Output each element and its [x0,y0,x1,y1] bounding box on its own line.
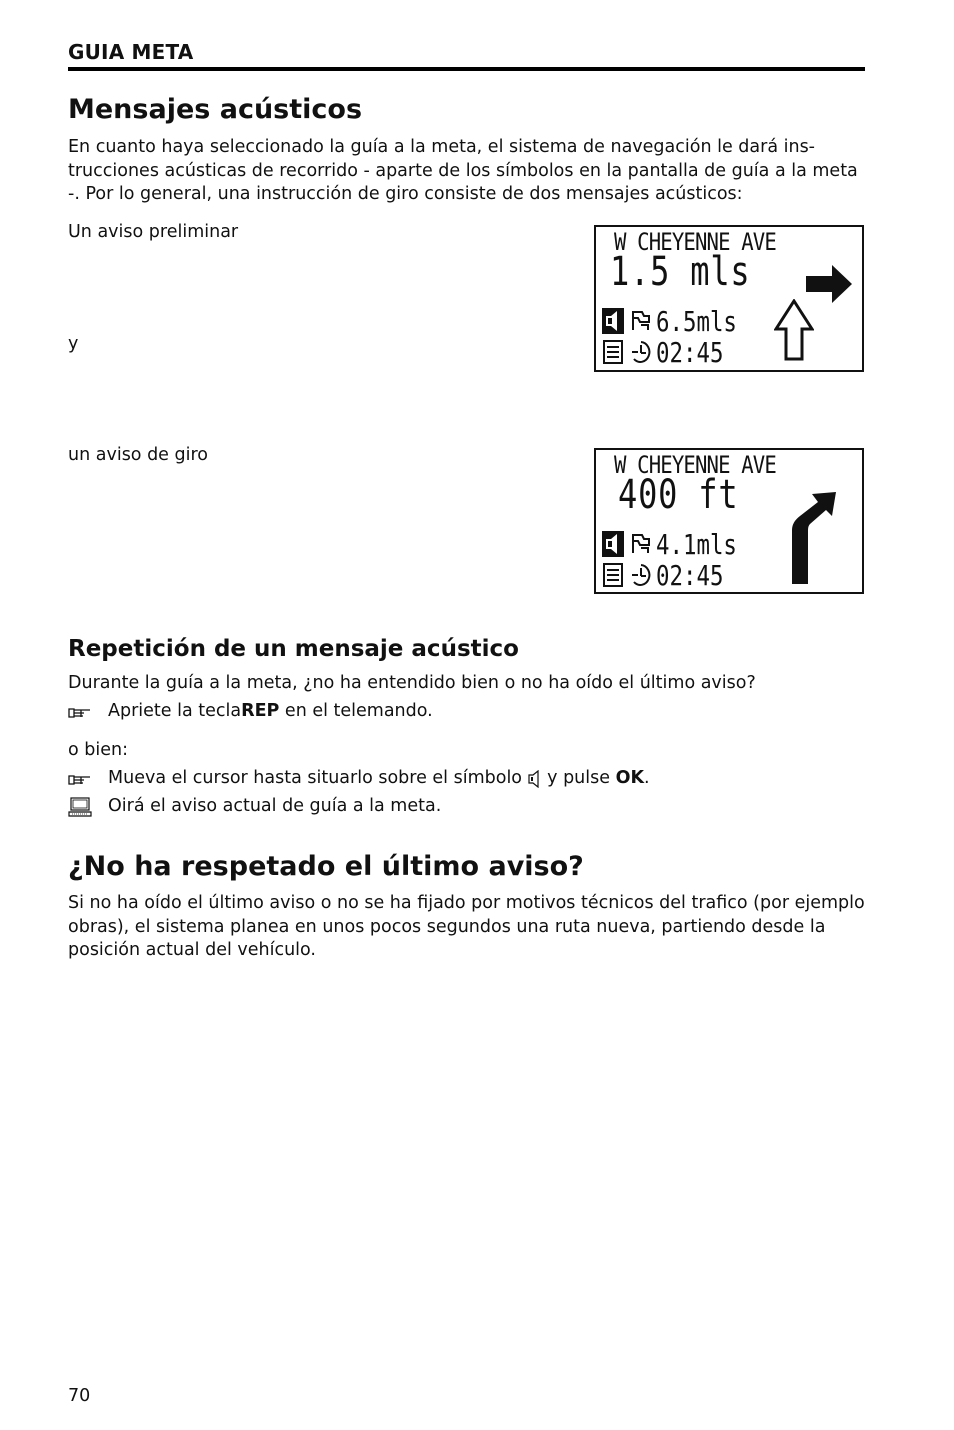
result-text: Oirá el aviso actual de guía a la meta. [108,796,442,816]
step1-text: Apriete la tecla [108,701,242,721]
speaker-icon[interactable] [602,531,624,557]
clock-icon [630,562,652,588]
speaker-icon [528,770,542,788]
nav-screen-preliminary [594,225,864,372]
nav-screen-turn [594,448,864,594]
section-header: GUIA META [68,40,194,64]
street-name: W CHEYENNE AVE [614,228,776,256]
hand-pointing-icon [68,772,92,786]
total-distance-row [602,304,757,338]
or-label: o bien: [68,740,128,760]
arrow-right-icon [806,265,854,303]
last-paragraph: Si no ha oído el último aviso o no se ha fijado por motivos técnicos del trafico (por ejemplo obras), el sistema planea en unos pocos segundos una ruta nueva, partiendo desde la posición actual del vehículo. [68,893,865,960]
list-icon [602,562,624,588]
label-preliminary: Un aviso preliminar [68,222,239,242]
step1-suffix: en el telemando. [279,701,433,721]
page-number: 70 [68,1386,91,1406]
flag-route-icon [630,531,652,557]
list-icon [602,339,624,365]
rep-key-label: REP [241,701,280,721]
step-rep-key [68,700,433,724]
step2-suffix: . [644,768,650,788]
remaining-time: 02:45 [656,558,724,592]
distance-to-turn: 400 ft [618,472,739,518]
remaining-time: 02:45 [656,335,724,369]
ok-key-label: OK [615,768,645,788]
step-cursor [68,767,650,791]
step2-mid: y pulse [541,768,616,788]
laptop-icon [68,797,92,817]
distance-to-turn: 1.5 mls [610,249,751,295]
header-rule [68,67,865,71]
hand-pointing-icon [68,705,92,719]
time-row [602,558,740,592]
total-distance-row [602,527,757,561]
total-distance: 4.1mls [656,527,737,561]
arrow-up-icon [774,299,814,361]
intro-paragraph: En cuanto haya seleccionado la guía a la meta, el sistema de navegación le dará ins-trucciones acústicas de recorrido - aparte de los símbolos en la pantalla de guía a la meta -. Por lo general, una instrucción de giro consiste de dos mensajes acústicos: [68,137,858,204]
heading-repeticion: Repetición de un mensaje acústico [68,636,519,662]
repeat-question: Durante la guía a la meta, ¿no ha entendido bien o no ha oído el último aviso? [68,673,756,693]
arrow-turn-right-icon [788,490,838,586]
flag-route-icon [630,308,652,334]
time-row [602,335,740,369]
street-name: W CHEYENNE AVE [614,451,776,479]
heading-no-respetado: ¿No ha respetado el último aviso? [68,851,584,882]
step2-text: Mueva el cursor hasta situarlo sobre el símbolo [108,768,528,788]
heading-mensajes: Mensajes acústicos [68,94,363,125]
speaker-icon[interactable] [602,308,624,334]
label-and: y [68,334,79,354]
label-turn: un aviso de giro [68,445,208,465]
step-result [68,795,441,819]
total-distance: 6.5mls [656,304,737,338]
clock-icon [630,339,652,365]
